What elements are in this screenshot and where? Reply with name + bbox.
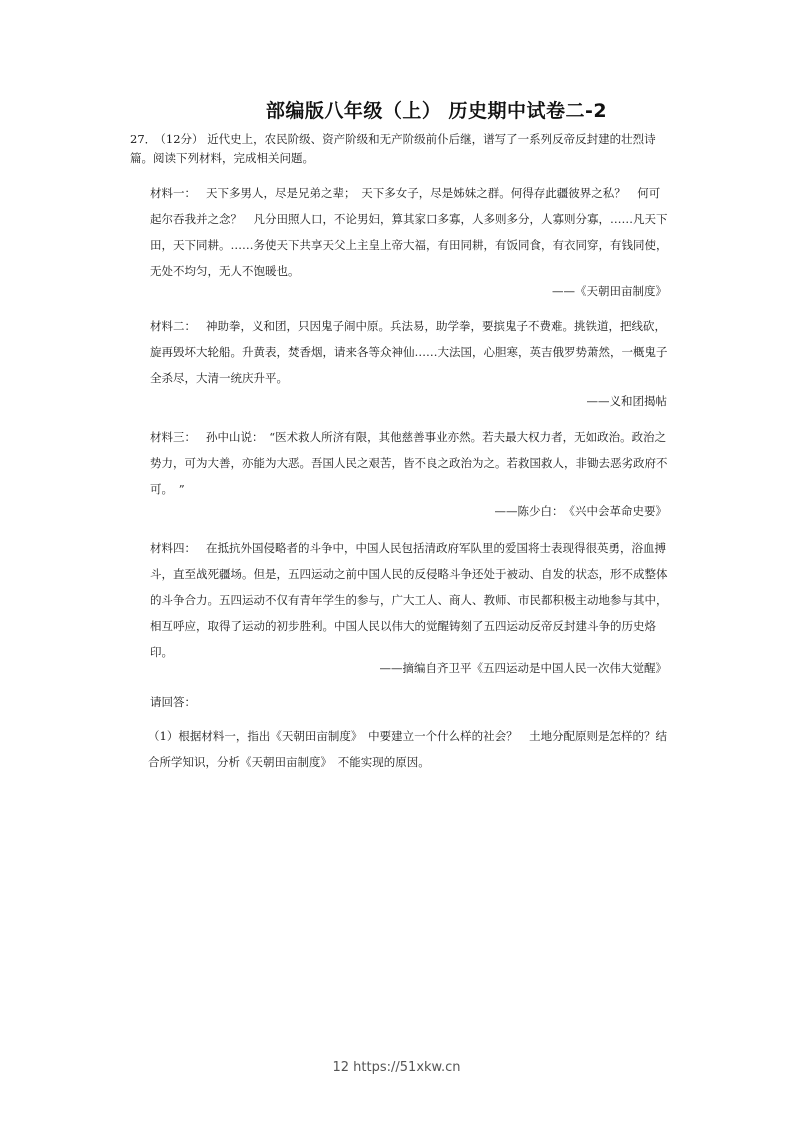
material-label: 材料二：: [150, 319, 196, 333]
material-label: 材料四：: [150, 541, 196, 555]
material-3: [150, 424, 668, 502]
question-score: （12分）: [160, 132, 204, 146]
material-1-source: ——《天朝田亩制度》: [552, 284, 667, 298]
sub-question-1: （1）根据材料一，指出《天朝田亩制度》 中要建立一个什么样的社会？ 土地分配原则是怎样的？结合所学知识，分析《天朝田亩制度》 不能实现的原因。: [148, 729, 668, 769]
page-title: 部编版八年级（上） 历史期中试卷二-2: [265, 100, 608, 122]
material-4: [150, 535, 668, 665]
material-label: 材料三：: [150, 430, 196, 444]
material-3-source: ——陈少白： 《兴中会革命史要》: [494, 504, 667, 518]
material-4-source: ——摘编自齐卫平《五四运动是中国人民一次伟大觉醒》: [379, 661, 667, 675]
question-intro-text: 近代史上，农民阶级、资产阶级和无产阶级前仆后继，谱写了一系列反帝反封建的壮烈诗篇。阅读下列材料，完成相关问题。: [130, 132, 656, 165]
material-2: [150, 313, 668, 391]
material-text: 天下多男人，尽是兄弟之辈； 天下多女子，尽是姊妹之群。何得存此疆彼界之私？ 何可起尔吞我并之念？ 凡分田照人口，不论男妇，算其家口多寡，人多则多分，人寡则分寡，……凡天下田，天下同耕。……务使天下共享天父上主皇上帝大福，有田同耕，有饭同食，有衣同穿，有钱同使，无处不均匀，无人不饱暖也。: [150, 186, 668, 278]
material-text: 在抵抗外国侵略者的斗争中，中国人民包括清政府军队里的爱国将士表现得很英勇，浴血搏斗，直至战死疆场。但是，五四运动之前中国人民的反侵略斗争还处于被动、自发的状态，形不成整体的斗争合力。五四运动不仅有青年学生的参与，广大工人、商人、教师、市民都积极主动地参与其中，相互呼应，取得了运动的初步胜利。中国人民以伟大的觉醒铸刻了五四运动反帝反封建斗争的历史烙印。: [150, 541, 668, 659]
material-text: 孙中山说： “医术救人所济有限，其他慈善事业亦然。若夫最大权力者，无如政治。政治之势力，可为大善，亦能为大恶。吾国人民之艰苦，皆不良之政治为之。若救国救人，非锄去恶劣政府不可。 ”: [150, 430, 668, 496]
material-1: [150, 180, 668, 284]
page-footer: 12 https://51xkw.cn: [332, 1060, 461, 1075]
material-label: 材料一：: [150, 186, 196, 200]
material-2-source: ——义和团揭帖: [586, 394, 667, 408]
material-text: 神助拳，义和团，只因鬼子闹中原。兵法易，助学拳，要摈鬼子不费难。挑铁道，把线砍，旋再毁坏大轮船。升黄表，焚香烟，请来各等众神仙……大法国，心胆寒，英吉俄罗势萧然，一概鬼子全杀尽，大清一统庆升平。: [150, 319, 668, 385]
question-number: 27．: [130, 132, 157, 146]
question-intro: [130, 130, 670, 168]
ask-label: 请回答：: [150, 695, 196, 709]
